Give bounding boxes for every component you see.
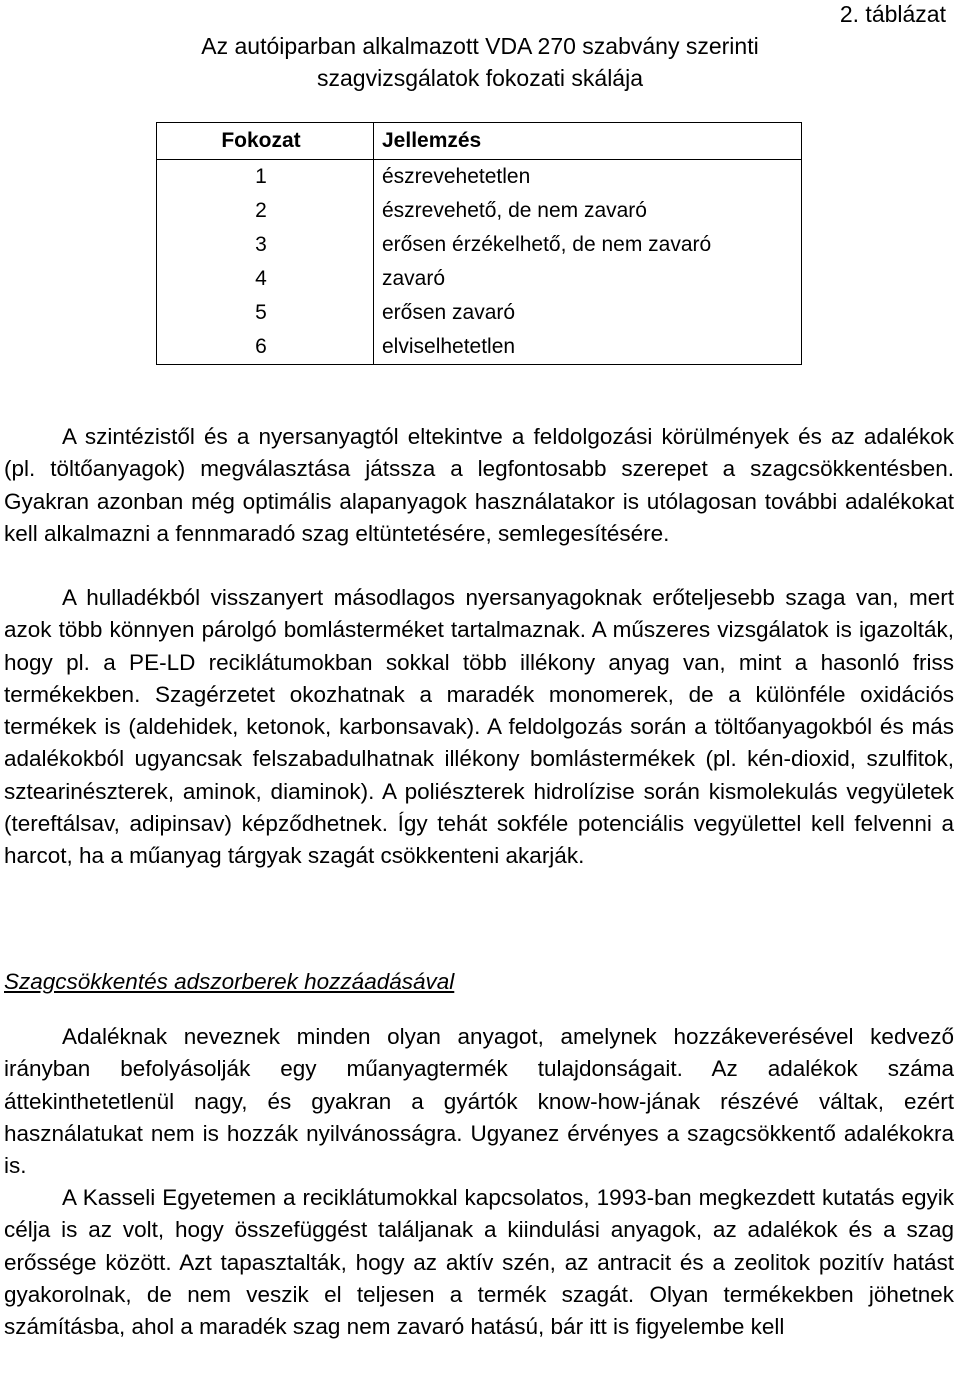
table-header-row [157,123,802,160]
table-row [157,296,802,330]
paragraph-synthesis: A szintézistől és a nyersanyagtól eltekintve a feldolgozási körülmények és az adalékok (pl. töltőanyagok) megválasztása játssza a legfontosabb szerepet a szagcsökkentésben. Gyakran azonban még optimális alapanyagok használatakor is utólagosan további adalékokat kell alkalmazni a fennmaradó szag eltüntetésére, semlegesítésére. [4,424,954,546]
description-cell: észrevehető, de nem zavaró [374,194,802,228]
description-cell: észrevehetetlen [374,160,802,195]
table-label: 2. táblázat [839,1,946,27]
caption-line: szagvizsgálatok fokozati skálája [317,65,643,91]
description-cell: erősen zavaró [374,296,802,330]
description-cell: zavaró [374,262,802,296]
section-heading: Szagcsökkentés adszorberek hozzáadásával [4,969,455,994]
grade-cell: 5 [157,296,374,330]
paragraph-recycled-materials: A hulladékból visszanyert másodlagos nyersanyagoknak erőteljesebb szaga van, mert azok több könnyen párolgó bomlásterméket tartalmaznak. A műszeres vizsgálatok is igazolták, hogy pl. a PE-LD reciklátumokban sokkal több illékony anyag van, mint a hasonló friss termékekben. Szagérzetet okozhatnak a maradék monomerek, de a különféle oxidációs termékek is (aldehidek, ketonok, karbonsavak). A feldolgozás során a töltőanyagokból és más adalékokból ugyancsak felszabadulhatnak illékony bomlástermékek (pl. kén-dioxid, szulfitok, sztearinészterek, aminok, diaminok). A poliészterek hidrolízise során kismolekulás vegyületek (tereftálsav, adipinsav) képződhetnek. Így tehát sokféle potenciális vegyülettel kell felvenni a harcot, ha a műanyag tárgyak szagát csökkenteni akarják. [4,585,954,869]
table-row [157,228,802,262]
header-grade: Fokozat [157,123,374,160]
paragraph-kassel-research: A Kasseli Egyetemen a reciklátumokkal kapcsolatos, 1993-ban megkezdett kutatás egyik célja is az volt, hogy összefüggést találjanak a kiindulási anyagok, az adalékok és a szag erőssége között. Azt tapasztalták, hogy az aktív szén, az antracit és a zeolitok pozitív hatást gyakorolnak, de nem veszik el teljesen a termék szagát. Olyan termékekben jöhetnek számításba, ahol a maradék szag nem zavaró hatású, bár itt is figyelembe kell [4,1185,954,1340]
grade-cell: 4 [157,262,374,296]
grade-cell: 1 [157,160,374,195]
table-row [157,330,802,365]
grade-cell: 3 [157,228,374,262]
header-description: Jellemzés [374,123,802,160]
table-row [157,262,802,296]
table-row [157,160,802,195]
description-cell: elviselhetetlen [374,330,802,365]
caption-line: Az autóiparban alkalmazott VDA 270 szabvány szerinti [201,33,759,59]
odor-scale-table [156,122,802,365]
paragraph-additives: Adaléknak neveznek minden olyan anyagot, amelynek hozzákeverésével kedvező irányban befolyásolják egy műanyagtermék tulajdonságait. Az adalékok száma áttekinthetetlenül nagy, és gyakran a gyártók know-how-jának részévé váltak, ezért használatukat nem is hozzák nyilvánosságra. Ugyanez érvényes a szagcsökkentő adalékokra is. [4,1024,954,1179]
description-cell: erősen érzékelhető, de nem zavaró [374,228,802,262]
table-row [157,194,802,228]
grade-cell: 6 [157,330,374,365]
grade-cell: 2 [157,194,374,228]
table-caption [80,30,880,94]
